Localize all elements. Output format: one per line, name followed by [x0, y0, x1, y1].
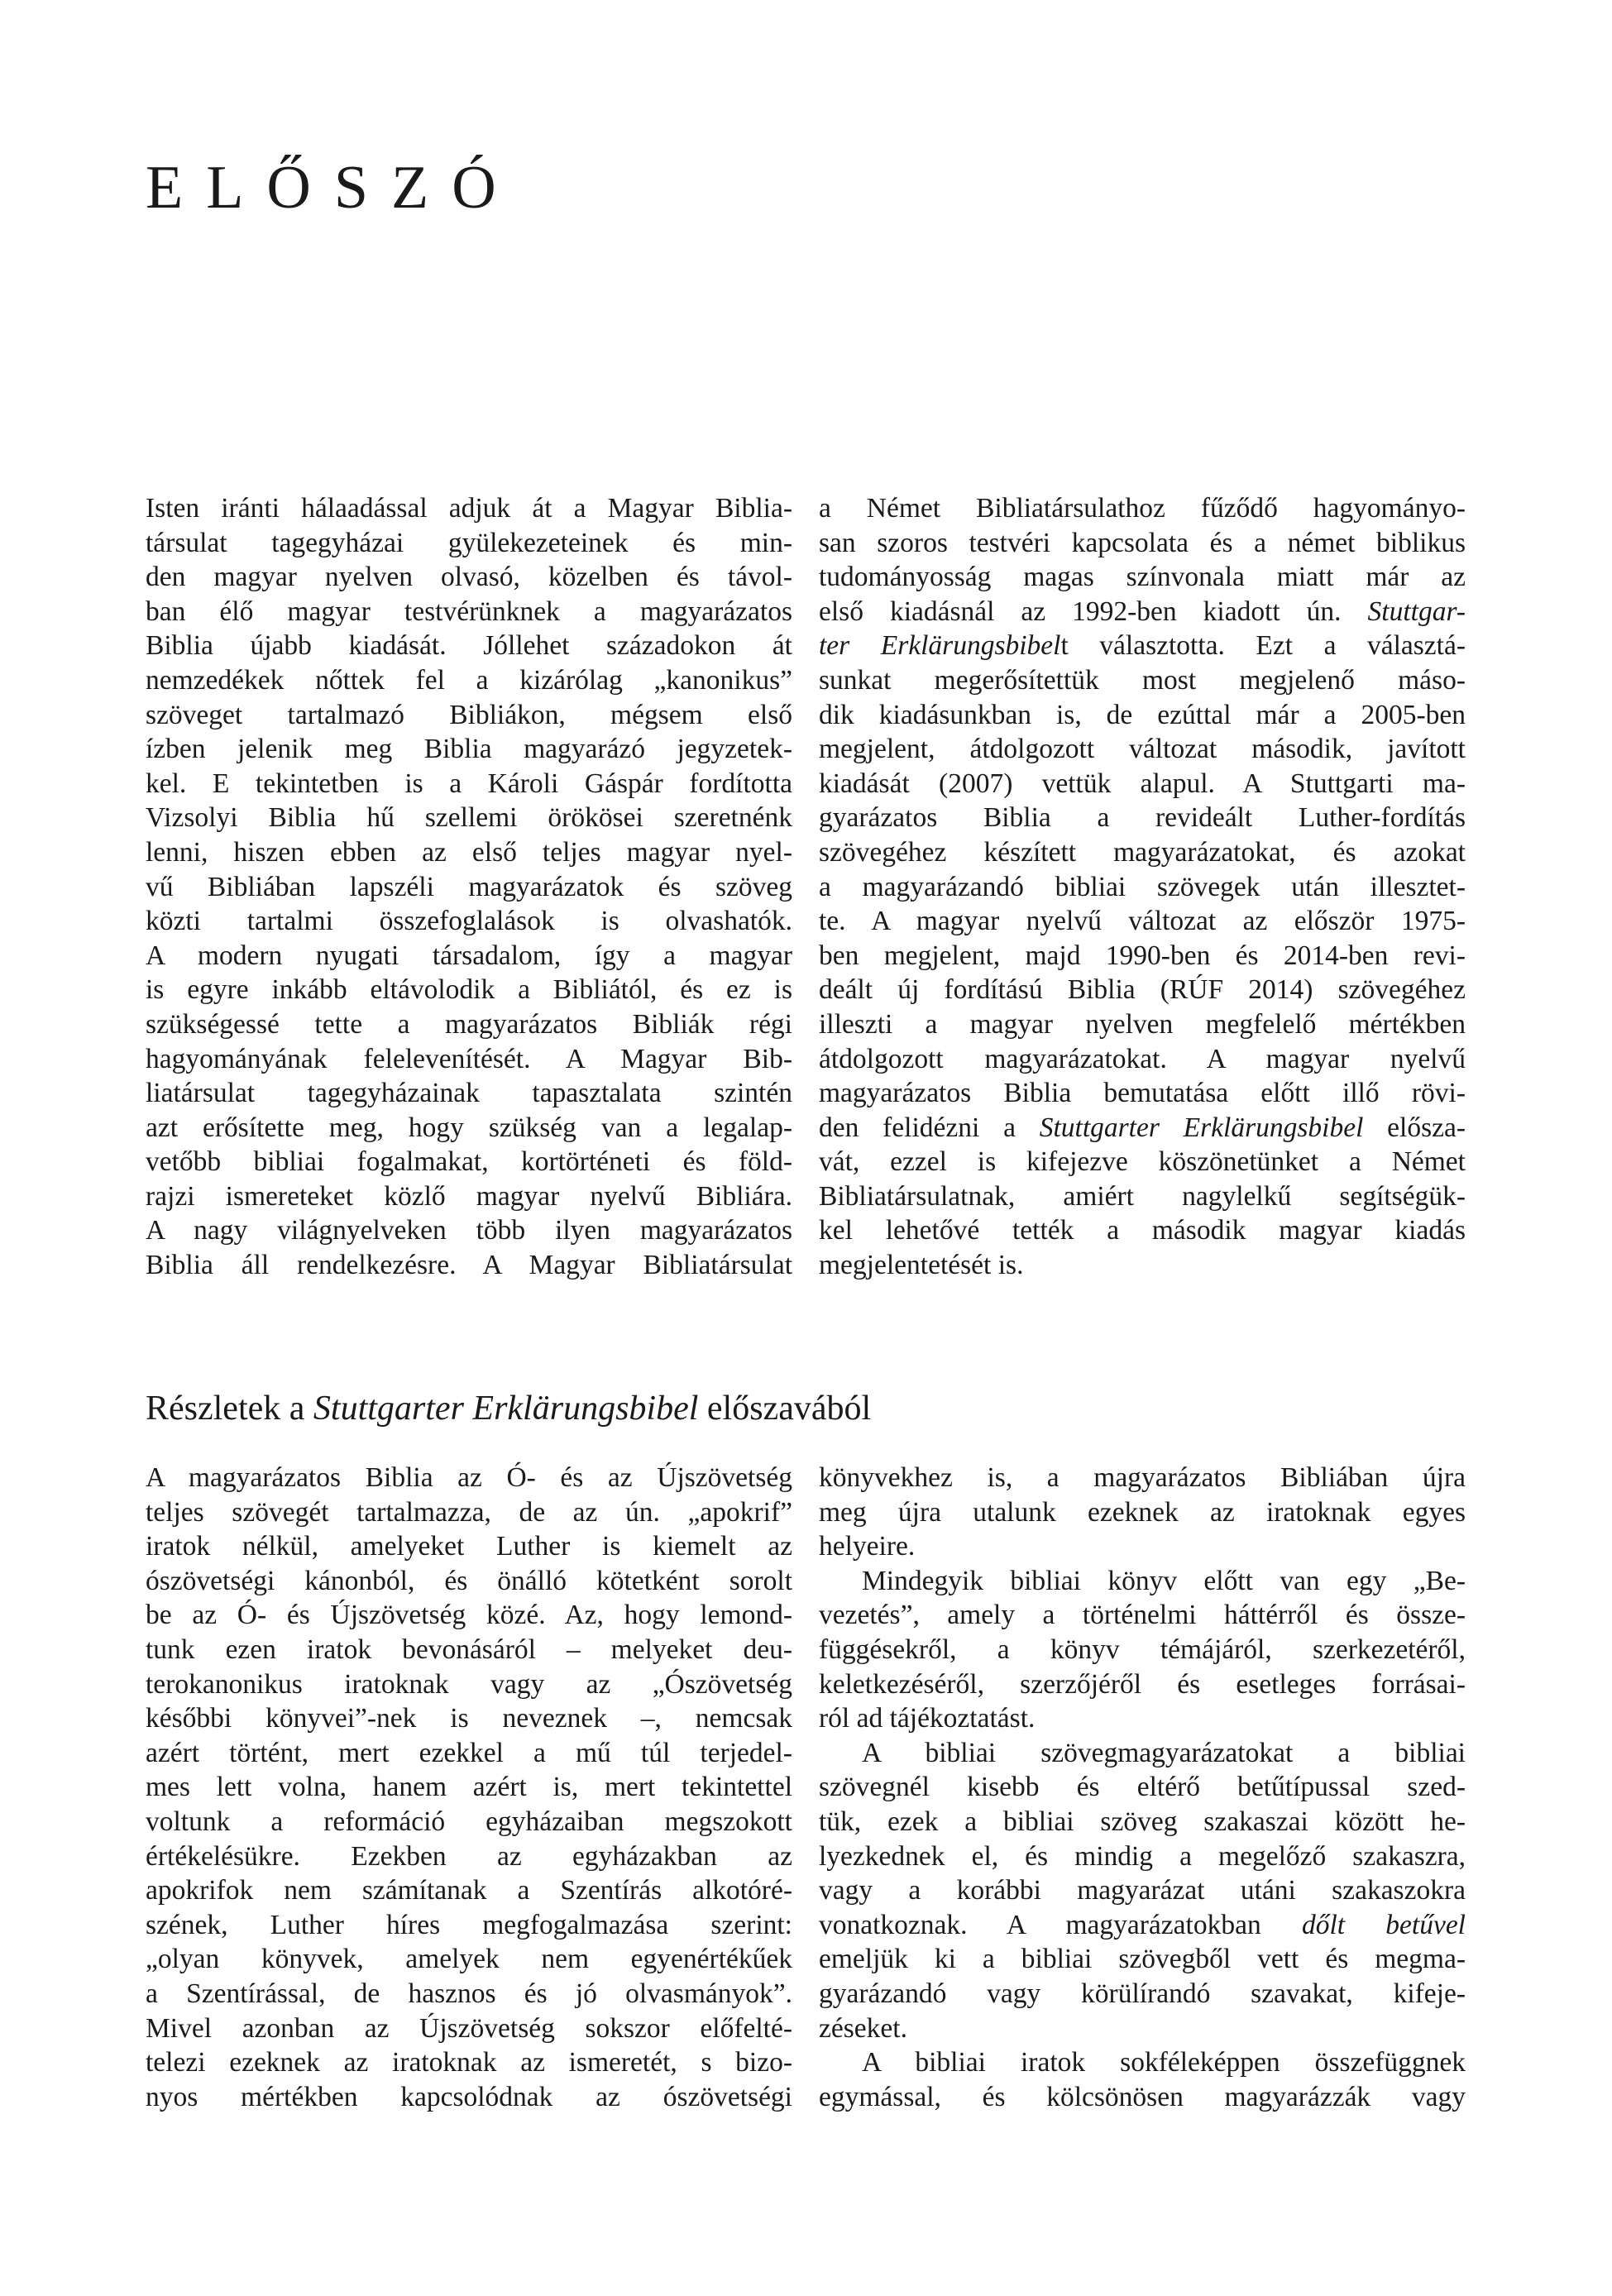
- text-line: terokanonikus iratoknak vagy az „Ószövetség: [146, 1668, 792, 1700]
- text-line: közti tartalmi összefoglalások is olvashatók.: [146, 906, 792, 937]
- text-line: vetőbb bibliai fogalmakat, kortörténeti és föld-: [146, 1146, 792, 1178]
- text-line: ben megjelent, majd 1990-ben és 2014-ben revi-: [819, 940, 1466, 971]
- text-line: kiadását (2007) vettük alapul. A Stuttgarti ma-: [819, 768, 1466, 799]
- text-line: magyarázatos Biblia bemutatása előtt illő rövi-: [819, 1078, 1466, 1109]
- text-line: nemzedékek nőttek fel a kizárólag „kanonikus”: [146, 664, 792, 696]
- text-line: mes lett volna, hanem azért is, mert tekintettel: [146, 1772, 792, 1803]
- text-line: dik kiadásunkban is, de ezúttal már a 2005-ben: [819, 699, 1466, 730]
- text-line: „olyan könyvek, amelyek nem egyenértékűek: [146, 1944, 792, 1975]
- text-line: lyezkednek el, és mindig a megelőző szakaszra,: [819, 1840, 1466, 1872]
- text-line: be az Ó- és Újszövetség közé. Az, hogy lemond-: [146, 1600, 792, 1631]
- text-line: A bibliai iratok sokféleképpen összefüggnek: [862, 2047, 1466, 2078]
- text-line: lenni, hiszen ebben az első teljes magyar nyel-: [146, 836, 792, 868]
- text-line: tunk ezen iratok bevonásáról – melyeket deu-: [146, 1634, 792, 1665]
- text-line: A modern nyugati társadalom, így a magyar: [146, 940, 792, 971]
- heading-text: Részletek a: [146, 1390, 305, 1428]
- text-line: Vizsolyi Biblia hű szellemi örökösei szeretnénk: [146, 802, 792, 834]
- text-line: te. A magyar nyelvű változat az először 1975-: [819, 906, 1466, 937]
- text-line: könyvekhez is, a magyarázatos Bibliában újra: [819, 1462, 1466, 1493]
- text-line: tük, ezek a bibliai szöveg szakaszai között he-: [819, 1806, 1466, 1837]
- text-line: Mindegyik bibliai könyv előtt van egy „Be-: [862, 1565, 1466, 1596]
- text-line: vagy a korábbi magyarázat utáni szakaszokra: [819, 1875, 1466, 1906]
- italic-title: Stuttgar-: [1367, 596, 1466, 627]
- text-line: tudományosság magas színvonala miatt már az: [819, 562, 1466, 593]
- italic-emphasis: dőlt betűvel: [1301, 1909, 1466, 1940]
- text-line: sunkat megerősítettük most megjelenő máso-: [819, 664, 1466, 696]
- text-line: A magyarázatos Biblia az Ó- és az Újszövetség: [146, 1462, 792, 1493]
- text-line: ról ad tájékoztatást.: [819, 1703, 1036, 1734]
- text-line: kel. E tekintetben is a Károli Gáspár fordította: [146, 768, 792, 799]
- text-line: Mivel azonban az Újszövetség sokszor előfelté-: [146, 2012, 792, 2044]
- text-line: [819, 1111, 1466, 1146]
- text-segment: vonatkoznak. A magyarázatokban: [819, 1909, 1261, 1940]
- text-line: a magyarázandó bibliai szövegek után illesztet-: [819, 871, 1466, 902]
- text-line: den magyar nyelven olvasó, közelben és távol-: [146, 562, 792, 593]
- italic-title: Stuttgarter Erklärungsbibel: [1039, 1112, 1364, 1143]
- text-line: emeljük ki a bibliai szövegből vett és megma-: [819, 1944, 1466, 1975]
- text-line: szükségessé tette a magyarázatos Bibliák régi: [146, 1008, 792, 1040]
- text-line: A nagy világnyelveken több ilyen magyarázatos: [146, 1215, 792, 1246]
- italic-title: ter Erklärungsbibel: [819, 630, 1061, 662]
- text-line: Biblia újabb kiadását. Jóllehet századokon át: [146, 630, 792, 662]
- text-line: egymással, és kölcsönösen magyarázzák vagy: [819, 2081, 1466, 2112]
- text-line: iratok nélkül, amelyeket Luther is kiemelt az: [146, 1531, 792, 1562]
- text-line: szének, Luther híres megfogalmazása szerint:: [146, 1909, 792, 1940]
- intro-right-column: [819, 491, 1466, 1283]
- text-line: [819, 595, 1466, 629]
- text-segment: den felidézni a: [819, 1112, 1016, 1143]
- text-line: kel lehetővé tették a második magyar kiadás: [819, 1215, 1466, 1246]
- text-line: értékelésükre. Ezekben az egyházakban az: [146, 1840, 792, 1872]
- text-line: szöveget tartalmazó Bibliákon, mégsem első: [146, 699, 792, 730]
- text-line: a Szentírással, de hasznos és jó olvasmányok”.: [146, 1978, 792, 2009]
- intro-left-column: [146, 491, 792, 1283]
- page-title: ELŐSZÓ: [146, 154, 519, 222]
- text-line: Bibliatársulatnak, amiért nagylelkű segítségük-: [819, 1180, 1466, 1212]
- section-left-column: [146, 1461, 792, 2114]
- text-line: teljes szövegét tartalmazza, de az ún. „apokrif”: [146, 1496, 792, 1528]
- text-line: függésekről, a könyv témájáról, szerkezetéről,: [819, 1634, 1466, 1665]
- text-line: gyarázandó vagy körülírandó szavakat, kifeje-: [819, 1978, 1466, 2009]
- text-line: megjelentetését is.: [819, 1250, 1024, 1281]
- text-line: társulat tagegyházai gyülekezeteinek és min-: [146, 527, 792, 558]
- text-line: azért történt, mert ezekkel a mű túl terjedel-: [146, 1737, 792, 1768]
- text-line: átdolgozott magyarázatokat. A magyar nyelvű: [819, 1043, 1466, 1074]
- text-segment: t választotta. Ezt a választá-: [1060, 630, 1466, 662]
- text-line: vezetés”, amely a történelmi háttérről és össze-: [819, 1600, 1466, 1631]
- text-line: san szoros testvéri kapcsolata és a német biblikus: [819, 527, 1466, 558]
- text-line: szövegnél kisebb és eltérő betűtípussal szed-: [819, 1772, 1466, 1803]
- section-heading: [146, 1391, 871, 1426]
- text-line: telezi ezeknek az iratoknak az ismeretét, s bizo-: [146, 2047, 792, 2078]
- text-line: nyos mértékben kapcsolódnak az ószövetségi: [146, 2081, 792, 2112]
- text-line: megjelent, átdolgozott változat második, javított: [819, 734, 1466, 765]
- text-line: vű Bibliában lapszéli magyarázatok és szöveg: [146, 871, 792, 902]
- text-line: szövegéhez készített magyarázatokat, és azokat: [819, 836, 1466, 868]
- text-line: gyarázatos Biblia a revideált Luther-fordítás: [819, 802, 1466, 834]
- text-line: zéseket.: [819, 2012, 907, 2044]
- text-line: ban élő magyar testvérünknek a magyarázatos: [146, 596, 792, 627]
- text-line: [819, 629, 1466, 663]
- text-line: A bibliai szövegmagyarázatokat a bibliai: [862, 1737, 1466, 1768]
- text-line: Biblia áll rendelkezésre. A Magyar Bibliatársulat: [146, 1250, 792, 1281]
- text-line: helyeire.: [819, 1531, 916, 1562]
- text-line: azt erősítette meg, hogy szükség van a legalap-: [146, 1112, 792, 1143]
- text-line: voltunk a reformáció egyházaiban megszokott: [146, 1806, 792, 1837]
- heading-italic-title: Stuttgarter Erklärungsbibel: [313, 1390, 699, 1428]
- text-line: meg újra utalunk ezeknek az iratoknak egyes: [819, 1496, 1466, 1528]
- text-line: hagyományának felelevenítését. A Magyar Bib-: [146, 1043, 792, 1074]
- text-line: is egyre inkább eltávolodik a Bibliától, és ez is: [146, 974, 792, 1006]
- text-line: apokrifok nem számítanak a Szentírás alkotóré-: [146, 1875, 792, 1906]
- text-segment: első kiadásnál az 1992-ben kiadott ún.: [819, 596, 1342, 627]
- section-right-column: [819, 1461, 1466, 2114]
- text-segment: elősza-: [1387, 1112, 1466, 1143]
- text-line: liatársulat tagegyházainak tapasztalata szintén: [146, 1078, 792, 1109]
- text-line: ószövetségi kánonból, és önálló kötetként sorolt: [146, 1565, 792, 1596]
- text-line: Isten iránti hálaadással adjuk át a Magyar Biblia-: [146, 493, 792, 524]
- text-line: illeszti a magyar nyelven megfelelő mértékben: [819, 1008, 1466, 1040]
- text-line: vát, ezzel is kifejezve köszönetünket a Német: [819, 1146, 1466, 1178]
- heading-text: előszavából: [706, 1390, 872, 1428]
- text-line: későbbi könyvei”-nek is neveznek –, nemcsak: [146, 1703, 792, 1734]
- text-line: rajzi ismereteket közlő magyar nyelvű Bibliára.: [146, 1180, 792, 1212]
- text-line: ízben jelenik meg Biblia magyarázó jegyzetek-: [146, 734, 792, 765]
- text-line: keletkezéséről, szerzőjéről és esetleges forrásai-: [819, 1668, 1466, 1700]
- text-line: a Német Bibliatársulathoz fűződő hagyományo-: [819, 493, 1466, 524]
- text-line: deált új fordítású Biblia (RÚF 2014) szövegéhez: [819, 974, 1466, 1006]
- text-line: [819, 1908, 1466, 1943]
